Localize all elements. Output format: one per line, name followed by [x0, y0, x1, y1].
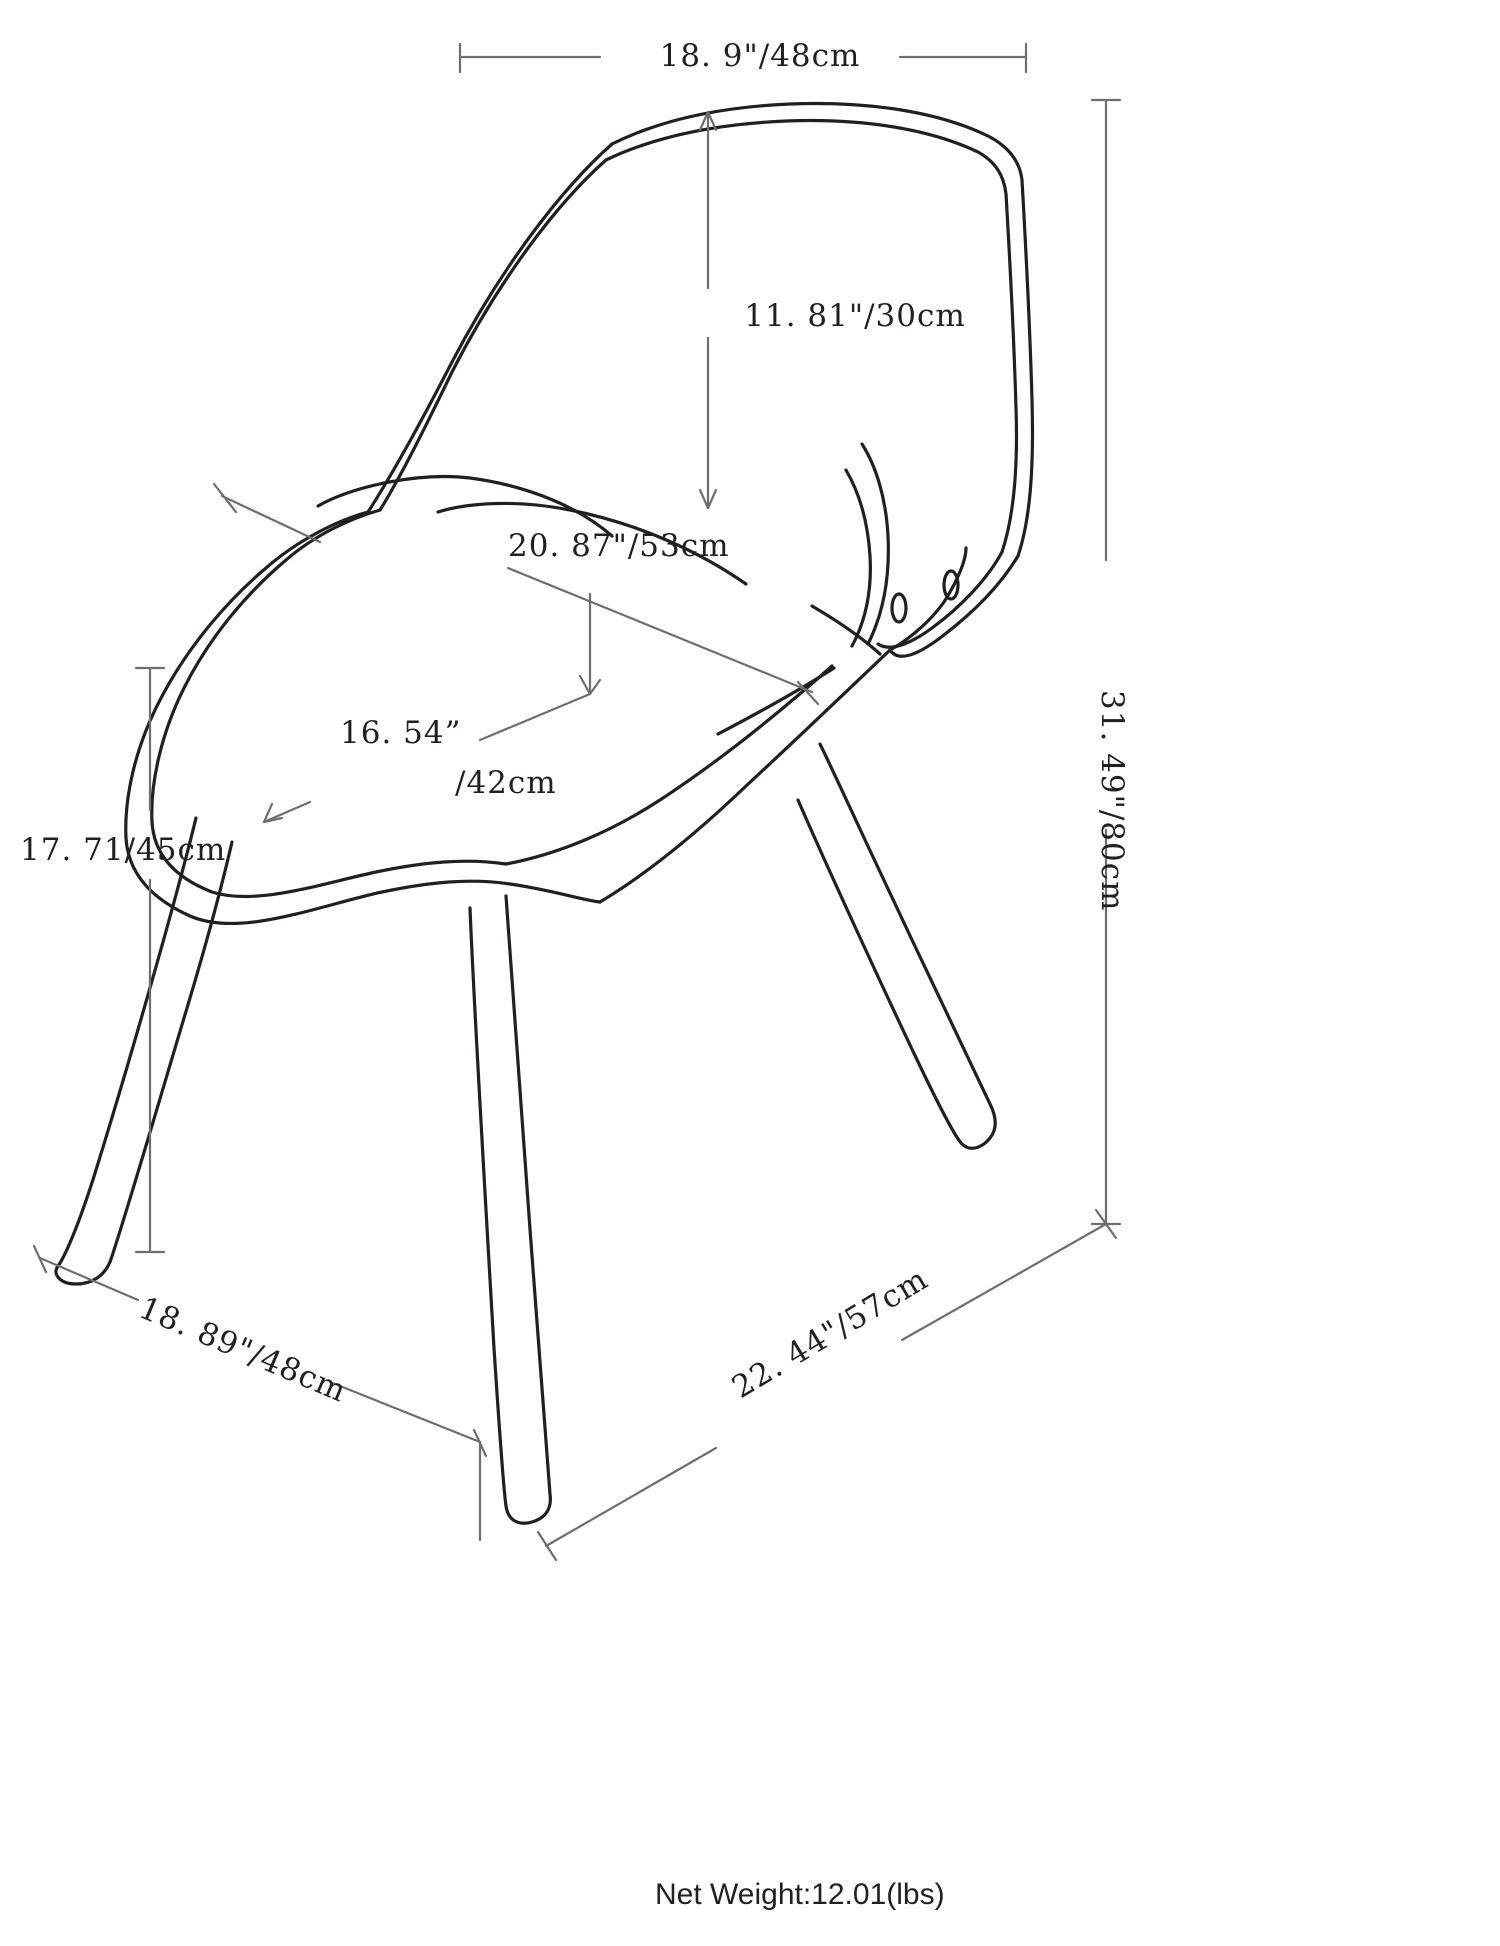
armrest-scroll-tail — [812, 606, 880, 654]
dimension-label-seat-back-width-top: 18. 9"/48cm — [659, 38, 861, 74]
screw-hole-upper — [944, 571, 958, 599]
dimension-label-seat-width-metric: /42cm — [455, 765, 557, 801]
dim-line-depth-side — [546, 1224, 1106, 1546]
net-weight-label: Net Weight:12.01(lbs) — [655, 1878, 945, 1911]
seat-shell-left-wing-inner — [152, 510, 380, 822]
dimension-label-back-height: 11. 81"/30cm — [744, 298, 966, 334]
leg-rear-right — [798, 744, 995, 1148]
dimension-label-seat-depth: 20. 87"/53cm — [508, 528, 730, 564]
backrest-left-inner — [380, 160, 606, 510]
seat-right-edge — [600, 650, 890, 902]
screw-hole-lower — [892, 594, 906, 622]
leg-front-center — [470, 896, 550, 1523]
dimension-label-seat-height: 17. 71/45cm — [20, 832, 227, 868]
dim-line-seat-depth — [222, 496, 812, 692]
dim-tick-depthside-start — [538, 1532, 556, 1560]
dimension-label-overall-depth-side: 22. 44"/57cm — [726, 1260, 935, 1406]
backrest-inner-edge — [606, 121, 1016, 552]
dimension-label-seat-width: 16. 54” — [340, 715, 462, 751]
dimension-label-overall-depth-front: 18. 89"/48cm — [133, 1290, 352, 1410]
dimension-label-overall-height: 31. 49"/80cm — [1094, 690, 1130, 912]
dim-arrow-width-start — [264, 804, 282, 822]
armrest-scroll-inner — [846, 470, 870, 646]
dim-tick-depth-start — [214, 484, 236, 512]
backrest-left-edge — [368, 144, 612, 512]
dim-line-seat-width — [264, 694, 590, 822]
seat-shell-left-wing — [126, 512, 368, 838]
